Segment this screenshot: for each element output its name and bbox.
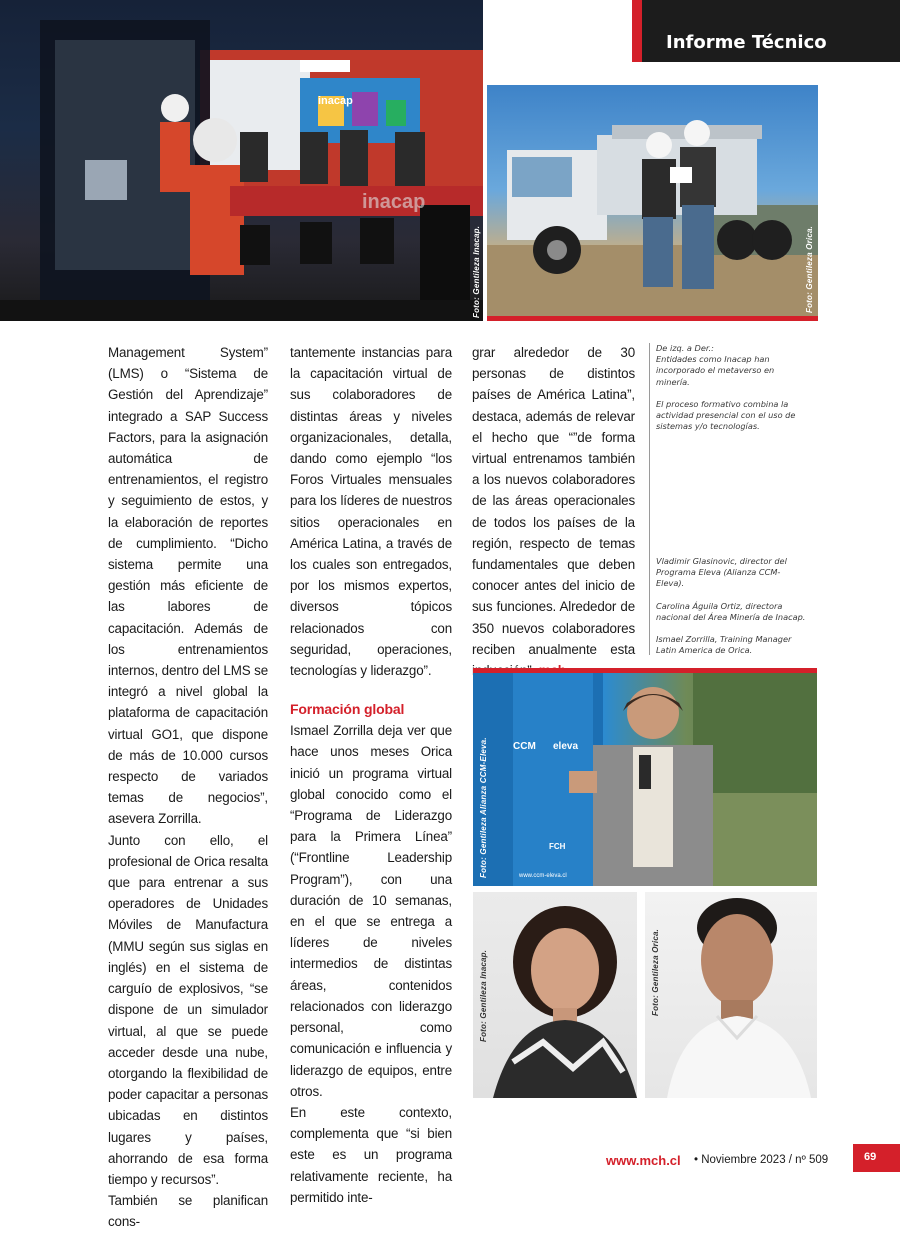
photo-truck-workers	[487, 85, 818, 318]
article-paragraph: Ismael Zorrilla deja ver que hace unos meses Orica inició un programa virtual global conocido como el “Programa de Liderazgo para la Primera Línea” (“Frontline Leadership Program”), con una duración de 10 semanas, en el que se entrega a líderes de niveles intermedios de distintas áreas, contenidos relacionados con liderazgo personal, como comunicación e influencia y liderazgo de equipos, entre otros.	[290, 723, 452, 1099]
caption-lead: De izq. a Der.:	[656, 343, 714, 353]
section-title: Informe Técnico	[666, 32, 827, 53]
article-paragraph: En este contexto, complementa que “si bien este es un programa relativamente reciente, ha permitido inte-	[290, 1104, 452, 1205]
article-paragraph: También se planifican cons-	[108, 1193, 268, 1230]
article-paragraph	[472, 342, 635, 681]
footer-edition: • Noviembre 2023 / nº 509	[694, 1154, 829, 1166]
page-footer	[0, 1153, 900, 1167]
article-text: grar alrededor de 30 personas de distintos países de América Latina”, destaca, además de relevar el hecho que “”de forma virtual entrenamos también a los nuevos colaboradores de las áreas operacionales de todos los países de la región, respecto de temas fundamentales que deben conocer antes del inicio de sus funciones. Alrededor de 350 nuevos colaboradores reciben anualmente esta	[472, 345, 635, 657]
photo-metaverse-event	[0, 0, 483, 321]
article-paragraph: tantemente instancias para la capacitación virtual de sus colaboradores de distintas áreas y niveles organizacionales, detalla, dando como ejemplo “los Foros Virtuales mensuales para los líderes de nuestros sitios operacionales en América Latina, a través de los cuales son entregados, por los mismos expertos, diversos tópicos relacionados con seguridad, operaciones, tecnologías y liderazgo”.	[290, 345, 452, 679]
photo-credit: Foto: Gentileza Orica.	[651, 928, 660, 1016]
photo-credit: Foto: Gentileza Inacap.	[472, 225, 481, 318]
truck-illustration	[487, 85, 818, 318]
photo-speaker	[473, 668, 817, 886]
section-tab	[632, 0, 900, 62]
photo-captions	[656, 343, 806, 432]
photo-credit: Foto: Gentileza Alianza CCM-Eleva.	[479, 737, 488, 878]
caption-rule	[649, 343, 650, 655]
page-number: 69	[864, 1151, 877, 1163]
subheading: Formación global	[290, 701, 405, 718]
article-column-1	[108, 342, 268, 1233]
portrait-man-illustration	[645, 892, 817, 1098]
banner-eleva: eleva	[553, 741, 579, 752]
portrait-woman-illustration	[473, 892, 637, 1098]
article-paragraph: Junto con ello, el profesional de Orica resalta que para entrenar a sus operadores de Unidades Móviles de Manufactura (MMU según sus siglas en inglés) en el sistema de carguío de explosivos, “se dispone de un simulador virtual, al que se puede acceder desde una nube, otorgando la flexibilidad de poder capacitar a personas ubicadas en distintos lugares y países, ahorrando de esa forma tiempo y recursos”.	[108, 832, 268, 1187]
banner-fch: FCH	[549, 842, 566, 851]
caption-person: Carolina Águila Ortiz, directora nacional del Área Minería de Inacap.	[656, 600, 806, 622]
photo-portrait-man	[645, 892, 817, 1098]
footer-site-link[interactable]: www.mch.cl	[606, 1153, 681, 1168]
banner-ccm: CCM	[513, 741, 536, 752]
article-paragraph: Management System” (LMS) o “Sistema de Gestión del Aprendizaje” integrado a SAP Success Factors, para la asignación automática de entrenamientos, el registro y seguimiento de estos, y la elaboración de reportes de cumplimiento. “Dicho sistema permite una gestión más eficiente de las labores de capacitación. Además de los entrenamientos internos, dentro del LMS se integró a nivel global la plataforma de capacitación virtual GO1, que dispone de más de 10.000 cursos respecto de variados temas de negocios”, asevera Zorrilla.	[108, 345, 268, 827]
photo-portrait-woman	[473, 892, 637, 1098]
sign-text: inacap	[318, 95, 353, 107]
article-column-2	[290, 342, 452, 1208]
photo-credit: Foto: Gentileza Orica.	[805, 225, 814, 313]
photo-divider-rule	[487, 316, 818, 321]
metaverse-illustration	[0, 0, 483, 321]
article-column-3	[472, 342, 635, 681]
caption-line: El proceso formativo combina la actividad presencial con el uso de sistemas y/o tecnologías.	[656, 398, 796, 432]
backdrop-text: inacap	[362, 191, 426, 213]
caption-person: Ismael Zorrilla, Training Manager Latin America de Orica.	[656, 634, 792, 656]
caption-person: Vladimir Glasinovic, director del Programa Eleva (Alianza CCM-Eleva).	[656, 556, 787, 589]
photo-credit: Foto: Gentileza Inacap.	[479, 949, 488, 1042]
speaker-illustration	[473, 673, 817, 886]
page-number-badge	[853, 1144, 900, 1172]
people-captions	[656, 556, 806, 667]
caption-line: Entidades como Inacap han incorporado el metaverso en minería.	[656, 354, 775, 387]
banner-url: www.ccm-eleva.cl	[519, 873, 567, 879]
